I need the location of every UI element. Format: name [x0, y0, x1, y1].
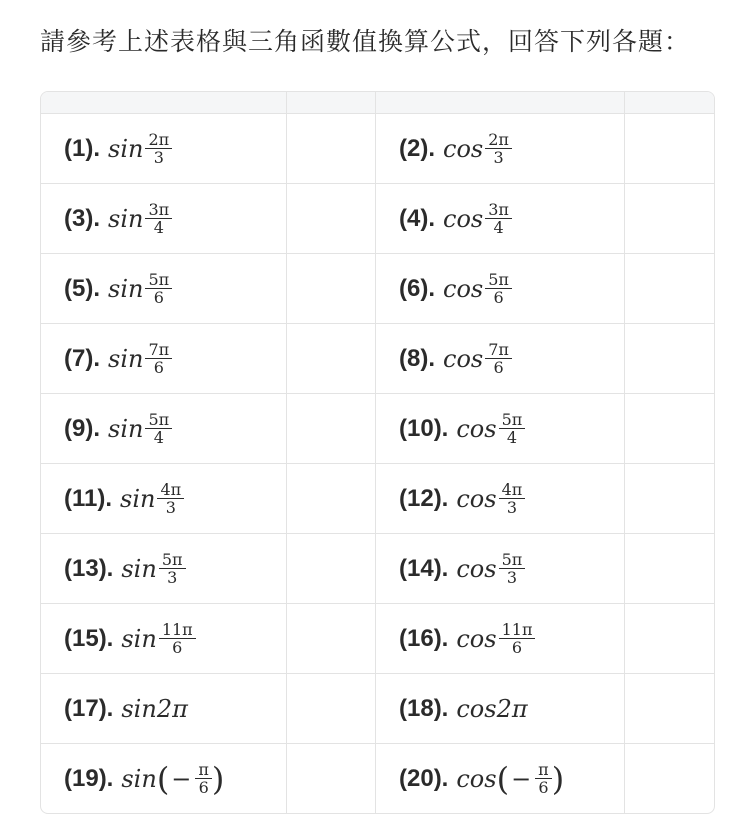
fraction-denominator: 4 — [153, 428, 164, 447]
fraction-denominator: 3 — [167, 568, 178, 587]
trig-function: cos — [456, 554, 497, 583]
header-cell — [287, 92, 376, 113]
problem-expression — [443, 201, 512, 236]
problem-cell — [376, 744, 625, 813]
fraction-numerator: 5π — [499, 411, 526, 429]
answer-cell — [625, 114, 714, 183]
table-row — [41, 184, 714, 254]
answer-cell — [625, 674, 714, 743]
trig-function: sin — [108, 344, 144, 373]
problem-cell — [376, 534, 625, 603]
fraction-denominator: 6 — [511, 638, 523, 657]
problem-cell — [41, 324, 287, 393]
table-row — [41, 254, 714, 324]
answer-cell — [625, 184, 714, 253]
fraction-numerator: 7π — [145, 341, 172, 359]
problem-number: (2). — [399, 134, 435, 162]
fraction-denominator: 3 — [493, 148, 504, 167]
trig-function: sin — [108, 134, 144, 163]
trig-function: sin — [120, 484, 156, 513]
fraction-numerator: 3π — [145, 201, 172, 219]
problem-expression — [121, 761, 224, 796]
trig-function: cos — [456, 484, 497, 513]
problem-number: (5). — [64, 274, 100, 302]
trig-function: cos — [456, 624, 497, 653]
trig-function: cos — [443, 134, 484, 163]
fraction-denominator: 6 — [538, 778, 549, 797]
problem-expression — [108, 131, 172, 166]
problem-cell — [41, 674, 287, 743]
fraction-numerator: 3π — [485, 201, 512, 219]
fraction-denominator: 6 — [493, 358, 504, 377]
problem-expression — [456, 621, 535, 656]
problem-number: (15). — [64, 624, 114, 652]
answer-cell — [287, 534, 376, 603]
trig-function: sin — [121, 554, 157, 583]
problem-number: (18). — [399, 694, 449, 722]
answer-cell — [287, 114, 376, 183]
fraction-numerator: 11π — [499, 621, 536, 639]
angle-value: 2π — [496, 694, 528, 723]
problem-cell — [376, 324, 625, 393]
problem-number: (16). — [399, 624, 449, 652]
trig-function: sin — [121, 764, 157, 793]
right-parenthesis: ) — [211, 759, 225, 798]
fraction-numerator: 5π — [499, 551, 526, 569]
answer-cell — [625, 534, 714, 603]
table-row — [41, 604, 714, 674]
problem-cell — [41, 534, 287, 603]
fraction-numerator: 5π — [485, 271, 512, 289]
instruction-text: 請參考上述表格與三角函數值換算公式，回答下列各題： — [40, 27, 691, 56]
problem-number: (20). — [399, 764, 449, 792]
problem-number: (11). — [64, 484, 113, 512]
answer-cell — [625, 744, 714, 813]
problem-cell — [41, 464, 287, 533]
fraction-denominator: 3 — [506, 568, 518, 587]
problem-cell — [376, 464, 625, 533]
fraction — [485, 201, 512, 236]
answer-cell — [625, 464, 714, 533]
fraction-denominator: 3 — [165, 498, 176, 517]
answer-cell — [287, 604, 376, 673]
fraction-denominator: 4 — [493, 218, 504, 237]
fraction-numerator: π — [535, 761, 552, 779]
fraction-numerator: 11π — [159, 621, 196, 639]
problem-number: (14). — [399, 554, 449, 582]
header-cell — [625, 92, 714, 113]
fraction-denominator: 4 — [153, 218, 164, 237]
answer-cell — [287, 254, 376, 323]
problem-expression — [120, 481, 184, 516]
problem-number: (9). — [64, 414, 100, 442]
fraction — [159, 551, 186, 586]
problem-cell — [41, 394, 287, 463]
problem-expression — [108, 271, 172, 306]
trig-function: cos — [443, 344, 484, 373]
answer-cell — [287, 744, 376, 813]
problem-cell — [376, 114, 625, 183]
problem-cell — [376, 184, 625, 253]
answer-cell — [287, 184, 376, 253]
fraction-numerator: 4π — [499, 481, 526, 499]
fraction-numerator: 2π — [145, 131, 172, 149]
fraction-denominator: 6 — [493, 288, 504, 307]
answer-cell — [625, 324, 714, 393]
trig-function: cos — [456, 414, 497, 443]
fraction-numerator: 7π — [485, 341, 512, 359]
problem-expression — [121, 621, 195, 656]
problem-expression — [108, 201, 172, 236]
fraction-numerator: 5π — [145, 271, 172, 289]
problem-cell — [376, 254, 625, 323]
problem-expression — [108, 411, 172, 446]
trig-function: sin — [121, 694, 157, 723]
problem-cell — [41, 744, 287, 813]
minus-sign: − — [171, 764, 192, 793]
table-row — [41, 674, 714, 744]
fraction — [485, 271, 512, 306]
fraction-numerator: 4π — [157, 481, 184, 499]
problem-number: (1). — [64, 134, 100, 162]
answer-cell — [287, 674, 376, 743]
problem-number: (17). — [64, 694, 114, 722]
problem-expression — [108, 341, 172, 376]
problem-expression — [456, 551, 525, 586]
fraction — [145, 271, 172, 306]
fraction — [499, 481, 526, 516]
trig-function: cos — [443, 204, 484, 233]
fraction — [485, 341, 512, 376]
answer-cell — [287, 464, 376, 533]
problem-number: (13). — [64, 554, 114, 582]
problem-expression — [121, 695, 188, 723]
left-parenthesis: ( — [156, 759, 170, 798]
problem-number: (8). — [399, 344, 435, 372]
fraction-denominator: 6 — [172, 638, 183, 657]
fraction — [145, 341, 172, 376]
fraction-denominator: 4 — [506, 428, 518, 447]
problem-cell — [376, 604, 625, 673]
fraction-denominator: 3 — [153, 148, 164, 167]
answer-cell — [287, 324, 376, 393]
header-cell — [376, 92, 625, 113]
problem-cell — [41, 184, 287, 253]
fraction-denominator: 6 — [153, 358, 164, 377]
problem-expression — [456, 411, 525, 446]
fraction — [499, 551, 526, 586]
problem-number: (12). — [399, 484, 449, 512]
fraction-denominator: 6 — [153, 288, 164, 307]
problem-number: (7). — [64, 344, 100, 372]
problem-expression — [443, 131, 512, 166]
answer-cell — [625, 254, 714, 323]
fraction-numerator: 5π — [145, 411, 172, 429]
answer-cell — [287, 394, 376, 463]
problem-number: (6). — [399, 274, 435, 302]
fraction — [499, 411, 526, 446]
trig-function: sin — [108, 274, 144, 303]
problem-number: (19). — [64, 764, 114, 792]
fraction-denominator: 3 — [506, 498, 518, 517]
problem-number: (3). — [64, 204, 100, 232]
answer-cell — [625, 604, 714, 673]
trig-function: sin — [108, 204, 144, 233]
fraction — [157, 481, 184, 516]
left-parenthesis: ( — [496, 759, 510, 798]
fraction-denominator: 6 — [198, 778, 209, 797]
angle-value: 2π — [156, 694, 188, 723]
fraction-numerator: 5π — [159, 551, 186, 569]
fraction-numerator: π — [195, 761, 212, 779]
table-row — [41, 534, 714, 604]
trig-function: cos — [456, 694, 497, 723]
table-row — [41, 114, 714, 184]
problem-cell — [41, 254, 287, 323]
table-row — [41, 324, 714, 394]
trig-function: sin — [121, 624, 157, 653]
header-cell — [41, 92, 287, 113]
fraction — [145, 131, 172, 166]
fraction-numerator: 2π — [485, 131, 512, 149]
problem-cell — [376, 394, 625, 463]
problem-number: (4). — [399, 204, 435, 232]
trig-function: sin — [108, 414, 144, 443]
fraction — [499, 621, 536, 656]
problem-cell — [41, 114, 287, 183]
right-parenthesis: ) — [551, 759, 565, 798]
trig-function: cos — [443, 274, 484, 303]
fraction — [145, 201, 172, 236]
problem-expression — [456, 481, 525, 516]
table-row — [41, 744, 714, 813]
problem-cell — [41, 604, 287, 673]
fraction — [159, 621, 196, 656]
table-header-row — [41, 92, 714, 114]
trig-function: cos — [456, 764, 497, 793]
problem-expression — [443, 341, 512, 376]
fraction — [485, 131, 512, 166]
problem-number: (10). — [399, 414, 449, 442]
answer-cell — [625, 394, 714, 463]
problem-expression — [456, 695, 527, 723]
table-row — [41, 464, 714, 534]
problem-expression — [443, 271, 512, 306]
problem-expression — [456, 761, 564, 796]
table-row — [41, 394, 714, 464]
fraction — [145, 411, 172, 446]
problem-table — [40, 91, 715, 814]
fraction — [195, 761, 212, 796]
problem-cell — [376, 674, 625, 743]
minus-sign: − — [511, 764, 532, 793]
fraction — [535, 761, 552, 796]
problem-expression — [121, 551, 185, 586]
